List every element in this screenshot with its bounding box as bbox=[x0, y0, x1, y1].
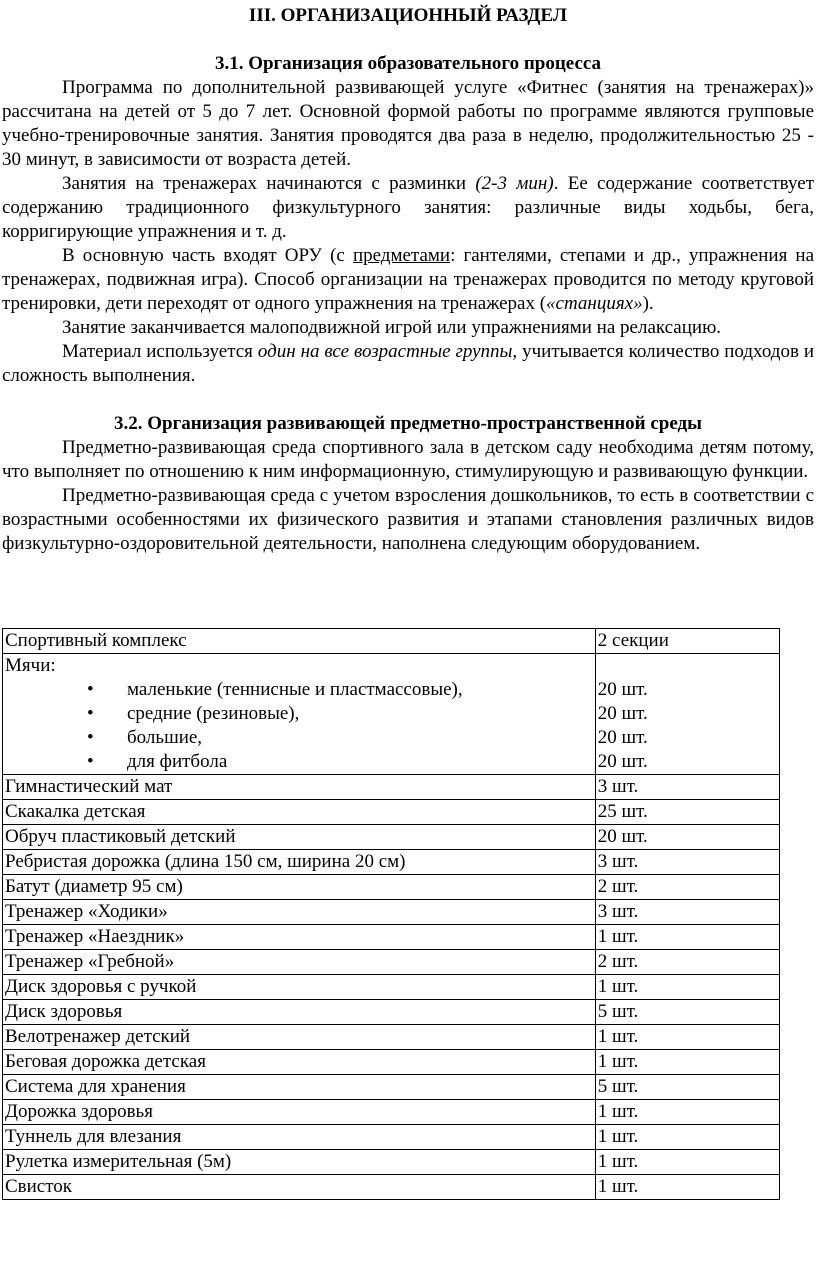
qty-cell: 1 шт. bbox=[595, 1175, 779, 1200]
qty-cell: 2 шт. bbox=[595, 950, 779, 975]
balls-label: Мячи: bbox=[5, 655, 56, 676]
item-cell: Свисток bbox=[3, 1175, 596, 1200]
table-row bbox=[3, 1025, 780, 1050]
equipment-table bbox=[2, 628, 780, 1200]
item-cell: Беговая дорожка детская bbox=[3, 1050, 596, 1075]
qty-value: 20 шт. bbox=[597, 751, 648, 772]
table-row bbox=[3, 825, 780, 850]
text-run: В основную часть входят ОРУ (с bbox=[62, 245, 353, 266]
text-run: ). bbox=[642, 293, 654, 314]
qty-cell: 20 шт. bbox=[595, 825, 779, 850]
table-row bbox=[3, 1050, 780, 1075]
text-run: , учитывается количество подходов и сложность выполнения. bbox=[2, 341, 815, 386]
text-run: Материал используется bbox=[62, 341, 258, 362]
italic-run: (2-3 мин) bbox=[475, 173, 554, 194]
item-cell: Спортивный комплекс bbox=[3, 629, 596, 654]
list-item bbox=[5, 750, 593, 774]
text-run: : гантелями, степами и др., упражнения на тренажерах, подвижная игра). Способ организации на тренажерах проводится по методу круговой тренировки, дети переходят от одного упражнения на тренажерах ( bbox=[2, 245, 814, 314]
table-row bbox=[3, 1125, 780, 1150]
item-cell: Велотренажер детский bbox=[3, 1025, 596, 1050]
table-row bbox=[3, 975, 780, 1000]
paragraph-3-1-4: Занятие заканчивается малоподвижной игрой или упражнениями на релаксацию. bbox=[62, 317, 722, 338]
paragraph-3-2-1: Предметно-развивающая среда спортивного зала в детском саду необходима детям потому, что выполняет по отношению к ним информационную, стимулирующую и развивающую функции. bbox=[2, 437, 814, 482]
table-row bbox=[3, 1150, 780, 1175]
list-item-text: средние (резиновые), bbox=[127, 703, 300, 724]
item-cell: Тренажер «Ходики» bbox=[3, 900, 596, 925]
table-row bbox=[3, 850, 780, 875]
text-run: Занятия на тренажерах начинаются с разминки bbox=[62, 173, 476, 194]
table-row bbox=[3, 1175, 780, 1200]
list-item-text: для фитбола bbox=[127, 751, 228, 772]
qty-cell bbox=[595, 654, 779, 775]
list-item bbox=[5, 726, 593, 750]
heading-3-2: 3.2. Организация развивающей предметно-пространственной среды bbox=[113, 413, 703, 434]
table-row bbox=[3, 629, 780, 654]
item-cell: Диск здоровья с ручкой bbox=[3, 975, 596, 1000]
qty-value: 20 шт. bbox=[597, 727, 648, 748]
bullet-icon: • bbox=[87, 751, 94, 772]
paragraph-3-1-2 bbox=[2, 172, 814, 244]
qty-cell: 25 шт. bbox=[595, 800, 779, 825]
table-row bbox=[3, 1000, 780, 1025]
qty-cell: 1 шт. bbox=[595, 925, 779, 950]
paragraph-3-1-3 bbox=[2, 244, 814, 316]
item-cell bbox=[3, 654, 596, 775]
table-row bbox=[3, 775, 780, 800]
underlined-run: предметами bbox=[352, 245, 451, 266]
item-cell: Тренажер «Наездник» bbox=[3, 925, 596, 950]
list-item bbox=[5, 702, 593, 726]
text-run: . Ее содержание соответствует содержанию традиционного физкультурного занятия: различные виды ходьбы, бега, корригирующие упражнения и т. д. bbox=[2, 173, 814, 242]
item-cell: Туннель для влезания bbox=[3, 1125, 596, 1150]
item-cell: Диск здоровья bbox=[3, 1000, 596, 1025]
qty-cell: 3 шт. bbox=[595, 850, 779, 875]
table-row bbox=[3, 1075, 780, 1100]
table-row bbox=[3, 900, 780, 925]
bullet-icon: • bbox=[87, 727, 94, 748]
list-item-text: маленькие (теннисные и пластмассовые), bbox=[127, 679, 463, 700]
qty-cell: 1 шт. bbox=[595, 975, 779, 1000]
qty-cell: 1 шт. bbox=[595, 1050, 779, 1075]
qty-cell: 5 шт. bbox=[595, 1000, 779, 1025]
table-row bbox=[3, 1100, 780, 1125]
item-cell: Батут (диаметр 95 см) bbox=[3, 875, 596, 900]
bullet-icon: • bbox=[87, 703, 94, 724]
item-cell: Ребристая дорожка (длина 150 см, ширина 20 см) bbox=[3, 850, 596, 875]
italic-run: «станциях» bbox=[546, 293, 643, 314]
heading-3-1: 3.1. Организация образовательного процесса bbox=[214, 53, 602, 74]
item-cell: Гимнастический мат bbox=[3, 775, 596, 800]
item-cell: Система для хранения bbox=[3, 1075, 596, 1100]
section-title: III. ОРГАНИЗАЦИОННЫЙ РАЗДЕЛ bbox=[248, 5, 568, 26]
table-row bbox=[3, 800, 780, 825]
item-cell: Обруч пластиковый детский bbox=[3, 825, 596, 850]
qty-cell: 3 шт. bbox=[595, 900, 779, 925]
qty-cell: 1 шт. bbox=[595, 1025, 779, 1050]
table-row-balls bbox=[3, 654, 780, 775]
qty-value: 20 шт. bbox=[597, 703, 648, 724]
qty-cell: 1 шт. bbox=[595, 1100, 779, 1125]
balls-list bbox=[5, 678, 593, 774]
qty-cell: 1 шт. bbox=[595, 1125, 779, 1150]
bullet-icon: • bbox=[87, 679, 94, 700]
document-page bbox=[0, 0, 816, 556]
qty-value: 20 шт. bbox=[597, 679, 648, 700]
qty-cell: 3 шт. bbox=[595, 775, 779, 800]
item-cell: Дорожка здоровья bbox=[3, 1100, 596, 1125]
table-row bbox=[3, 925, 780, 950]
list-item bbox=[5, 678, 593, 702]
table-row bbox=[3, 875, 780, 900]
qty-cell: 1 шт. bbox=[595, 1150, 779, 1175]
list-item-text: большие, bbox=[127, 727, 203, 748]
item-cell: Рулетка измерительная (5м) bbox=[3, 1150, 596, 1175]
paragraph-3-1-1: Программа по дополнительной развивающей услуге «Фитнес (занятия на тренажерах)» рассчитана на детей от 5 до 7 лет. Основной формой работы по программе являются групповые учебно-тренировочные занятия. Занятия проводятся два раза в неделю, продолжительностью 25 - 30 минут, в зависимости от возраста детей. bbox=[2, 77, 814, 170]
item-cell: Скакалка детская bbox=[3, 800, 596, 825]
qty-cell: 2 шт. bbox=[595, 875, 779, 900]
qty-cell: 5 шт. bbox=[595, 1075, 779, 1100]
italic-run: один на все возрастные группы bbox=[257, 341, 513, 362]
item-cell: Тренажер «Гребной» bbox=[3, 950, 596, 975]
paragraph-3-1-5 bbox=[2, 340, 814, 388]
qty-cell: 2 секции bbox=[595, 629, 779, 654]
table-row bbox=[3, 950, 780, 975]
paragraph-3-2-2: Предметно-развивающая среда с учетом взросления дошкольников, то есть в соответствии с возрастными особенностями их физического развития и этапами становления различных видов физкультурно-оздоровительной деятельности, наполнена следующим оборудованием. bbox=[2, 485, 814, 554]
